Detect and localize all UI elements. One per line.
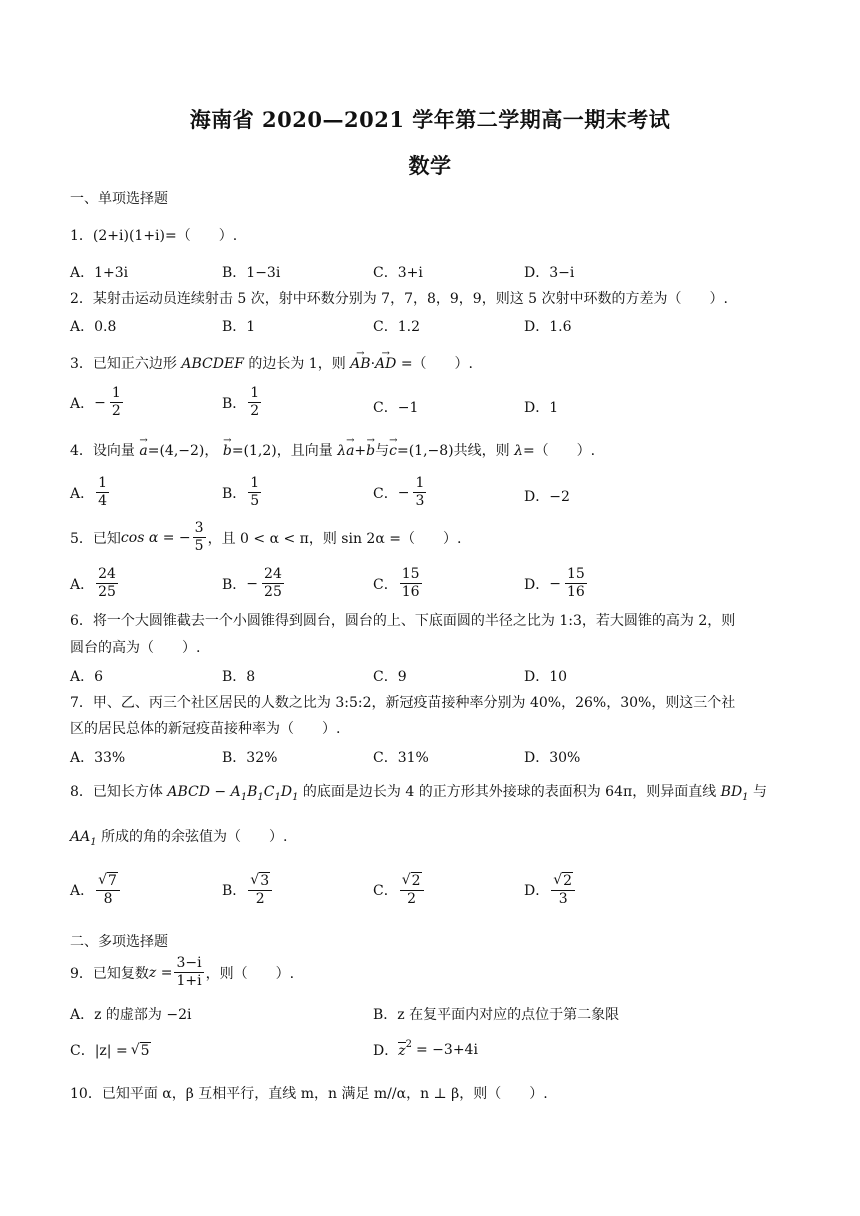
q5-cos: cos α = −: [120, 529, 191, 546]
numerator: [551, 872, 575, 891]
q4-vector-b2: [366, 435, 376, 461]
q4-option-b: [222, 475, 263, 510]
q5-option-a: [70, 566, 120, 601]
q4-option-d: D．−2: [524, 489, 570, 505]
q5-b-label: B．: [222, 576, 247, 593]
denominator: 2: [407, 891, 417, 907]
q4-a-label: A．: [70, 485, 95, 502]
q4-c-fraction: [413, 475, 426, 510]
q4-vector-a2-label: a: [346, 443, 355, 459]
q4-c-sign: −: [397, 484, 410, 501]
q4-vector-c-label: c: [389, 443, 397, 459]
section-single-choice: 一、单项选择题: [70, 191, 168, 207]
q8-a-label: A．: [70, 883, 95, 899]
q9-z: z =: [148, 964, 173, 981]
numerator: 3: [194, 520, 204, 536]
q3-a-label: A．: [70, 395, 95, 412]
q4-lambda-2: λ: [514, 443, 523, 459]
q8-a-fraction: [96, 872, 120, 908]
q2-option-d: D．1.6: [524, 319, 572, 335]
q8-line-bd1: $BD_1$: [720, 784, 749, 803]
denominator: 3: [558, 891, 568, 907]
q5-a-label: A．: [70, 576, 95, 593]
numerator: [248, 872, 272, 891]
q3-b-label: B．: [222, 395, 247, 412]
question-1-stem: 1．(2+i)(1+i)=（ ）.: [70, 228, 238, 244]
numerator: 3−i: [176, 955, 202, 971]
question-7-stem-line-1: 7．甲、乙、丙三个社区居民的人数之比为 3:5:2，新冠疫苗接种率分别为 40%，26%，30%，则这三个社: [70, 695, 736, 711]
q8-text-b: 的底面是边长为 4 的正方形其外接球的表面积为 64π，则异面直线: [302, 784, 717, 800]
q4-vector-a: [139, 435, 148, 461]
q1-option-a: A．1+3i: [70, 265, 129, 281]
q3-hexagon: ABCDEF: [181, 356, 244, 372]
q8-option-d: [524, 872, 577, 908]
q6-option-b: B．8: [222, 669, 256, 685]
q9-d-value: = −3+4i: [416, 1042, 478, 1058]
q4-lambda: λ: [337, 443, 347, 459]
q4-vector-a-label: a: [139, 443, 148, 459]
q3-vector-ad: [375, 348, 397, 374]
denominator: 25: [98, 584, 116, 600]
numerator: 24: [264, 566, 282, 582]
vector-arrow-icon: →: [389, 435, 398, 446]
q5-text-b: ，且 0 < α < π，则 sin 2α =（ ）.: [207, 530, 462, 547]
numerator: 1: [250, 475, 260, 491]
q5-option-b: [222, 566, 286, 601]
q9-option-d: [373, 1040, 478, 1060]
q9-fraction: [174, 955, 203, 990]
q4-vector-b: [222, 435, 232, 461]
q3-text-a: 3．已知正六边形: [70, 356, 177, 372]
q8-option-a: [70, 872, 122, 908]
numerator: 1: [415, 475, 425, 491]
q5-option-c: [373, 566, 424, 601]
q4-c-label: C．: [373, 485, 398, 502]
q5-a-fraction: [96, 566, 118, 601]
q8-c-fraction: [400, 872, 424, 908]
denominator: 16: [566, 584, 585, 600]
numerator: [96, 872, 120, 891]
numerator: 1: [111, 385, 121, 401]
q3-option-d: D．1: [524, 400, 559, 416]
q4-vector-b-label: b: [222, 443, 232, 459]
denominator: 25: [264, 584, 282, 600]
q7-option-b: B．32%: [222, 750, 278, 766]
q9-d-label: D．: [373, 1043, 399, 1059]
q7-option-d: D．30%: [524, 750, 581, 766]
q3-vector-ab-label: AB: [350, 356, 371, 372]
denominator: 2: [255, 891, 265, 907]
q2-option-b: B．1: [222, 319, 256, 335]
q8-option-b: [222, 872, 274, 908]
q4-a-fraction: [96, 475, 109, 510]
section-multi-choice: 二、多项选择题: [70, 934, 168, 950]
q4-stem-end: =（ ）.: [522, 443, 596, 459]
q5-option-d: [524, 566, 589, 601]
q4-vector-a2: [346, 435, 355, 461]
q1-option-c: C．3+i: [373, 265, 423, 281]
question-6-stem-line-1: 6．将一个大圆锥截去一个小圆锥得到圆台，圆台的上、下底面圆的半径之比为 1:3，若大圆锥的高为 2，则: [70, 613, 736, 629]
q3-text-b: 的边长为 1，则: [248, 356, 346, 372]
q3-a-fraction: [110, 385, 123, 420]
numerator: 24: [98, 566, 116, 582]
q8-text-a: 8．已知长方体: [70, 784, 163, 800]
exam-title: 海南省 2020—2021 学年第二学期高一期末考试: [189, 107, 671, 132]
q4-c-value: =(1,−8)共线，则: [396, 443, 510, 459]
q7-option-c: C．31%: [373, 750, 429, 766]
numerator: [400, 872, 424, 891]
question-7-stem-line-2: 区的居民总体的新冠疫苗接种率为（ ）.: [70, 721, 341, 737]
q8-line-aa1: $AA_1$: [70, 829, 97, 848]
sqrt-icon: √ 2: [401, 872, 421, 889]
q5-b-sign: −: [246, 575, 259, 592]
q4-text-a: 4．设向量: [70, 443, 135, 459]
q2-option-c: C．1.2: [373, 319, 420, 335]
q4-vector-c: [389, 435, 398, 461]
question-8-stem-line-1: [70, 782, 767, 808]
q4-with: 与: [375, 443, 390, 459]
sqrt-icon: √ 5: [130, 1041, 150, 1059]
vector-arrow-icon: →: [346, 435, 355, 446]
q9-text-b: ，则（ ）.: [205, 965, 295, 982]
q8-cuboid-name: ABCD − $A_1B_1C_1D_1$: [167, 784, 299, 803]
q8-d-fraction: [551, 872, 575, 908]
question-2-stem: 2．某射击运动员连续射击 5 次，射中环数分别为 7，7，8，9，9，则这 5 次射中环数的方差为（ ）.: [70, 291, 728, 307]
denominator: 1+i: [176, 973, 202, 989]
q4-option-c: [373, 475, 428, 510]
q1-option-b: B．1−3i: [222, 265, 281, 281]
q4-b-value: =(1,2)，且向量: [231, 443, 333, 459]
sqrt-icon: √ 2: [553, 872, 573, 889]
q3-vector-ab: [350, 348, 371, 374]
question-5-stem: [70, 520, 461, 555]
denominator: 5: [250, 493, 260, 509]
q3-a-sign: −: [94, 394, 106, 411]
question-3-stem: [70, 348, 474, 374]
subject-title: 数学: [408, 153, 452, 178]
q8-b-fraction: [248, 872, 272, 908]
vector-arrow-icon: →: [366, 435, 375, 446]
q5-b-fraction: [262, 566, 284, 601]
q4-b-fraction: [248, 475, 261, 510]
q9-d-conjugate-z: z: [398, 1042, 406, 1059]
denominator: 8: [103, 891, 113, 907]
q6-option-d: D．10: [524, 669, 568, 685]
q9-option-b: B．z 在复平面内对应的点位于第二象限: [373, 1007, 620, 1023]
question-9-stem: [70, 955, 294, 990]
q9-c-text: C．|z| =: [70, 1043, 128, 1059]
q8-text-c: 与: [753, 784, 767, 800]
denominator: 5: [194, 538, 204, 554]
denominator: 16: [401, 584, 420, 600]
q8-option-c: [373, 872, 426, 908]
q9-d-exponent: 2: [405, 1038, 412, 1050]
q8-text-d: 所成的角的余弦值为（ ）.: [101, 829, 288, 845]
sqrt-icon: √ 3: [250, 872, 270, 889]
q9-text-a: 9．已知复数: [70, 965, 149, 982]
q3-b-fraction: [248, 385, 261, 420]
q5-d-fraction: [565, 566, 587, 601]
q9-option-a: A．z 的虚部为 −2i: [70, 1007, 192, 1023]
question-6-stem-line-2: 圆台的高为（ ）.: [70, 640, 201, 656]
q2-option-a: A．0.8: [70, 319, 117, 335]
vector-arrow-icon: →: [223, 435, 232, 446]
q5-text-a: 5．已知: [70, 530, 121, 547]
q9-option-c: [70, 1040, 151, 1060]
q3-dot: ·: [370, 356, 376, 372]
denominator: 2: [250, 403, 260, 419]
q3-vector-ad-label: AD: [375, 356, 397, 372]
denominator: 3: [415, 493, 425, 509]
numerator: 1: [250, 385, 260, 401]
q4-a-value: =(4,−2)，: [147, 443, 219, 459]
q4-vector-b2-label: b: [366, 443, 376, 459]
q5-d-sign: −: [549, 575, 561, 592]
question-4-stem: [70, 435, 596, 461]
q1-option-d: D．3−i: [524, 265, 575, 281]
q4-option-a: [70, 475, 111, 510]
q3-option-a: [70, 385, 125, 420]
q5-d-label: D．: [524, 576, 550, 593]
sqrt-icon: √ 7: [98, 872, 117, 889]
q5-fraction: [193, 520, 206, 555]
q6-option-c: C．9: [373, 669, 407, 685]
vector-arrow-icon: →: [356, 348, 365, 359]
numerator: 15: [566, 566, 585, 582]
denominator: 2: [111, 403, 121, 419]
question-10-stem: 10．已知平面 α，β 互相平行，直线 m，n 满足 m//α，n ⊥ β，则（ ）.: [70, 1086, 548, 1102]
q7-option-a: A．33%: [70, 750, 126, 766]
q3-text-c: =（ ）.: [400, 356, 474, 372]
q4-b-label: B．: [222, 485, 247, 502]
q3-option-c: C．−1: [373, 400, 419, 416]
q5-c-label: C．: [373, 576, 398, 593]
numerator: 1: [98, 475, 108, 491]
numerator: 15: [401, 566, 420, 582]
q3-option-b: [222, 385, 263, 420]
q8-c-label: C．: [373, 883, 398, 899]
q8-b-label: B．: [222, 883, 247, 899]
q6-option-a: A．6: [70, 669, 104, 685]
vector-arrow-icon: →: [139, 435, 148, 446]
q5-c-fraction: [400, 566, 422, 601]
q4-plus: +: [354, 443, 367, 459]
vector-arrow-icon: →: [381, 348, 390, 359]
question-8-stem-line-2: [70, 827, 288, 853]
denominator: 4: [98, 493, 108, 509]
q8-d-label: D．: [524, 883, 550, 899]
